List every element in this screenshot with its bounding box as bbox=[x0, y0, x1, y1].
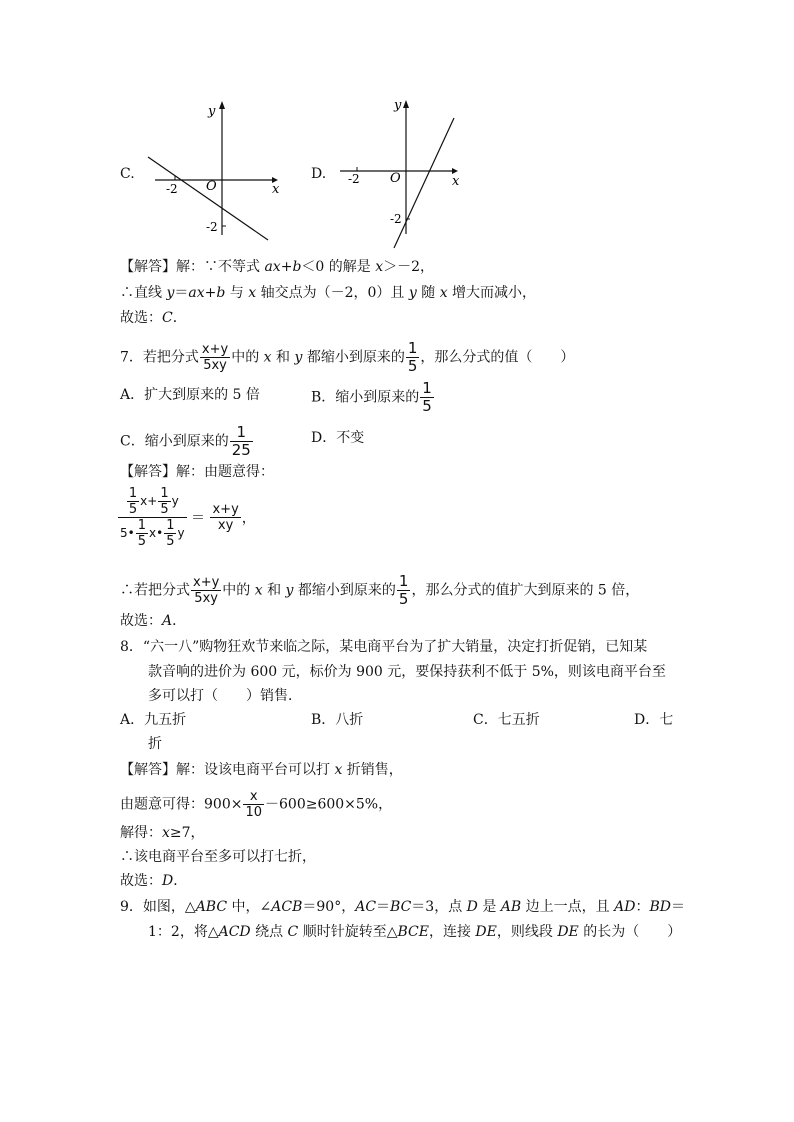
graph-d-label: D. bbox=[311, 166, 327, 182]
graph-d-origin: O bbox=[390, 171, 401, 186]
graph-d-y-label: y bbox=[394, 98, 402, 113]
q8-answer-1: 【解答】解：设该电商平台可以打 x 折销售， bbox=[120, 762, 403, 778]
q7-stem: 7．若把分式 $\frac{x+y}{5xy}$ 中的 x 和 y 都缩小到原来的 $\frac{1}{5}$ ，那么分式的值（ ） bbox=[120, 339, 575, 375]
q8-stem-2: 款音响的进价为 600 元，标价为 900 元，要保持获利不低于 5%，则该电商平台至 bbox=[148, 664, 666, 680]
q7-option-a: A．扩大到原来的 5 倍 bbox=[120, 387, 260, 403]
graph-d-y-arrow bbox=[403, 100, 409, 108]
graph-c-neg2-x: -2 bbox=[166, 182, 178, 196]
q6-answer-line-2: ∴直线 y＝ax+b 与 x 轴交点为（－2，0）且 y 随 x 增大而减小， bbox=[120, 285, 537, 301]
q7-option-d: D．不变 bbox=[311, 430, 365, 446]
graph-c-origin: O bbox=[206, 179, 217, 194]
q8-choice: 故选：D． bbox=[120, 873, 188, 889]
q8-stem-3: 多可以打（ ）销售． bbox=[148, 688, 302, 704]
q8-option-c: C．七五折 bbox=[473, 712, 540, 728]
q8-option-d-wrap: 折 bbox=[148, 736, 162, 752]
graph-c-neg2-y: -2 bbox=[206, 220, 218, 234]
q9-stem-2: 1：2，将△ACD 绕点 C 顺时针旋转至△BCE，连接 DE，则线段 DE 的长为（ ） bbox=[148, 924, 682, 940]
graph-c-x-label: x bbox=[272, 182, 280, 197]
q7-option-b: B．缩小到原来的 $\frac{1}{5}$ bbox=[311, 379, 432, 415]
q9-stem-1: 9．如图，△ABC 中，∠ACB＝90°，AC＝BC＝3，点 D 是 AB 边上一点，且 AD：BD＝ bbox=[120, 899, 685, 915]
q7-conclusion: ∴若把分式 $\frac{x+y}{5xy}$ 中的 x 和 y 都缩小到原来的 $\frac{1}{5}$ ，那么分式的值扩大到原来的 5 倍， bbox=[120, 572, 640, 608]
q7-option-c: C．缩小到原来的 $\frac{1}{25}$ bbox=[120, 423, 251, 459]
graph-d-neg2-x: -2 bbox=[348, 172, 360, 186]
graph-d-x-label: x bbox=[452, 174, 460, 189]
q7-choice: 故选：A． bbox=[120, 613, 187, 629]
graph-c-y-label: y bbox=[208, 104, 216, 119]
q7-answer-title: 【解答】解：由题意得： bbox=[120, 464, 274, 480]
graph-c bbox=[140, 95, 290, 245]
q8-answer-4: ∴该电商平台至多可以打七折， bbox=[120, 849, 316, 865]
q8-option-b: B．八折 bbox=[311, 712, 364, 728]
q7-answer-equation: $\frac{1}{5}$ x+ $\frac{1}{5}$ y 5• $\frac{1}{5}$ x• $\frac{1}{5}$ y ＝ $\frac{x+y}{xy}$ ， bbox=[120, 486, 256, 549]
q6-answer-choice: 故选：C． bbox=[120, 310, 187, 326]
q8-option-a: A．九五折 bbox=[120, 712, 187, 728]
graph-d-neg2-y: -2 bbox=[390, 212, 402, 226]
q8-stem-1: 8．“六一八”购物狂欢节来临之际，某电商平台为了扩大销量，决定打折促销，已知某 bbox=[120, 639, 648, 655]
q8-answer-2: 由题意可得：900× $\frac{x}{10}$ －600≥600×5%， bbox=[120, 789, 393, 820]
q8-answer-3: 解得：x≥7， bbox=[120, 825, 205, 841]
graph-c-y-arrow bbox=[219, 101, 225, 109]
graph-d-line bbox=[394, 118, 454, 248]
graph-d bbox=[330, 92, 480, 252]
q6-answer-line-1: 【解答】解：∵不等式 ax+b＜0 的解是 x＞－2， bbox=[120, 259, 435, 275]
q8-option-d: D．七 bbox=[634, 712, 674, 728]
graph-c-label: C. bbox=[120, 166, 135, 182]
